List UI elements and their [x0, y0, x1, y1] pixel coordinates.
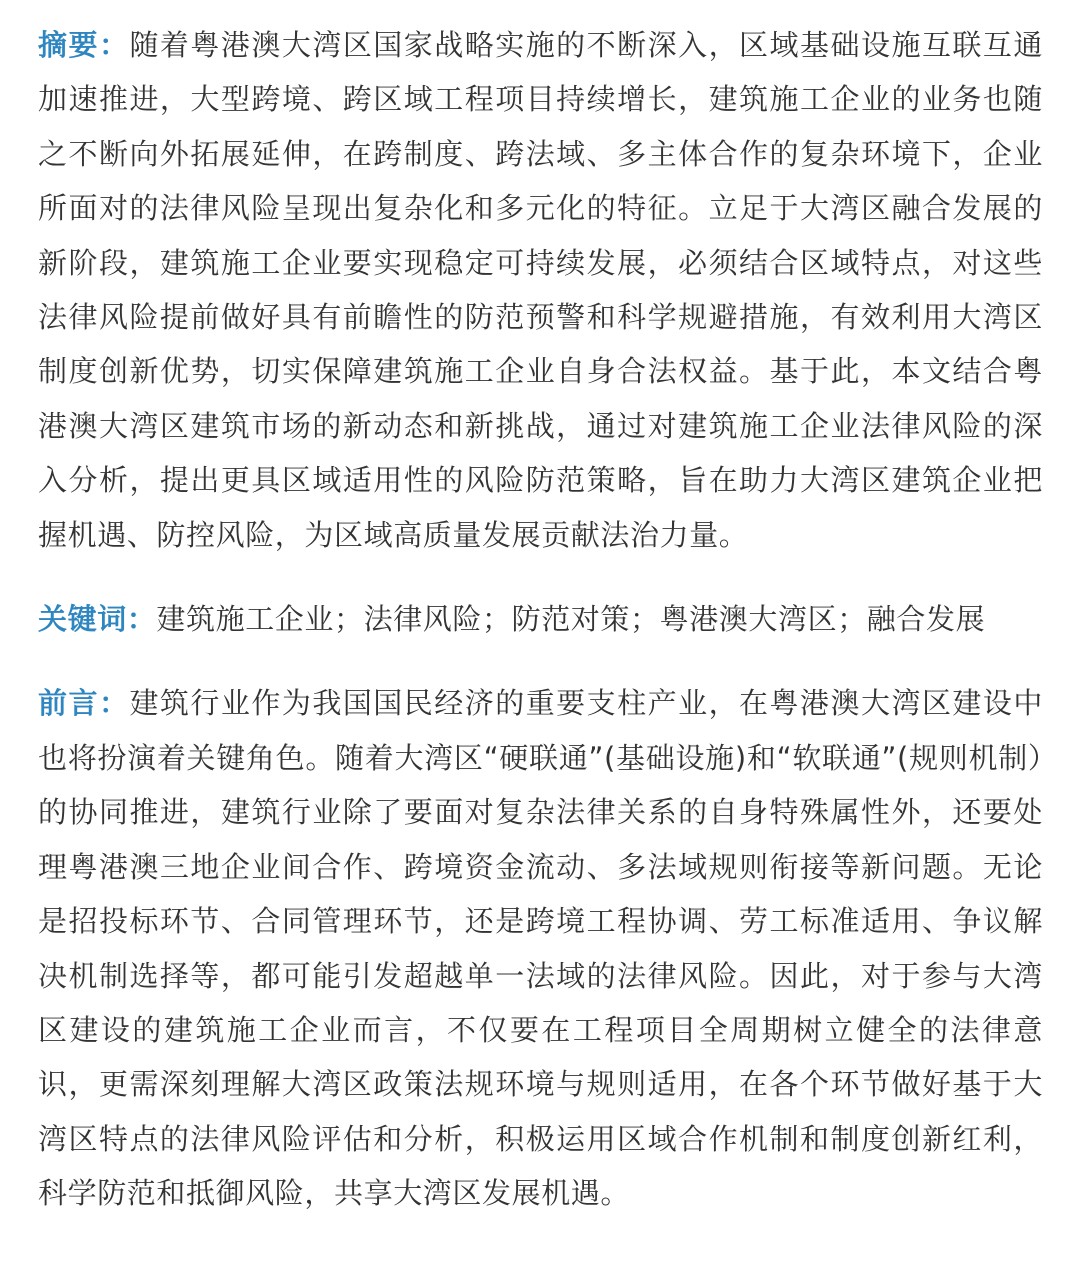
article-body: [38, 18, 1043, 1221]
keywords-text: 建筑施工企业；法律风险；防范对策；粤港澳大湾区；融合发展: [156, 602, 986, 637]
abstract-text: 随着粤港澳大湾区国家战略实施的不断深入，区域基础设施互联互通加速推进，大型跨境、跨区域工程项目持续增长，建筑施工企业的业务也随之不断向外拓展延伸，在跨制度、跨法域、多主体合作的复杂环境下，企业所面对的法律风险呈现出复杂化和多元化的特征。立足于大湾区融合发展的新阶段，建筑施工企业要实现稳定可持续发展，必须结合区域特点，对这些法律风险提前做好具有前瞻性的防范预警和科学规避措施，有效利用大湾区制度创新优势，切实保障建筑施工企业自身合法权益。基于此，本文结合粤港澳大湾区建筑市场的新动态和新挑战，通过对建筑施工企业法律风险的深入分析，提出更具区域适用性的风险防范策略，旨在助力大湾区建筑企业把握机遇、防控风险，为区域高质量发展贡献法治力量。: [38, 28, 1043, 552]
preface-text: 建筑行业作为我国国民经济的重要支柱产业，在粤港澳大湾区建设中也将扮演着关键角色。随着大湾区“硬联通”(基础设施)和“软联通”(规则机制）的协同推进，建筑行业除了要面对复杂法律关系的自身特殊属性外，还要处理粤港澳三地企业间合作、跨境资金流动、多法域规则衔接等新问题。无论是招投标环节、合同管理环节，还是跨境工程协调、劳工标准适用、争议解决机制选择等，都可能引发超越单一法域的法律风险。因此，对于参与大湾区建设的建筑施工企业而言，不仅要在工程项目全周期树立健全的法律意识，更需深刻理解大湾区政策法规环境与规则适用，在各个环节做好基于大湾区特点的法律风险评估和分析，积极运用区域合作机制和制度创新红利，科学防范和抵御风险，共享大湾区发展机遇。: [38, 686, 1043, 1211]
preface-label: 前言：: [38, 686, 130, 721]
abstract-paragraph: [38, 18, 1043, 562]
keywords-label: 关键词：: [38, 602, 157, 637]
preface-paragraph: [38, 676, 1043, 1220]
keywords-paragraph: [38, 592, 1043, 646]
abstract-label: 摘要：: [38, 28, 130, 62]
